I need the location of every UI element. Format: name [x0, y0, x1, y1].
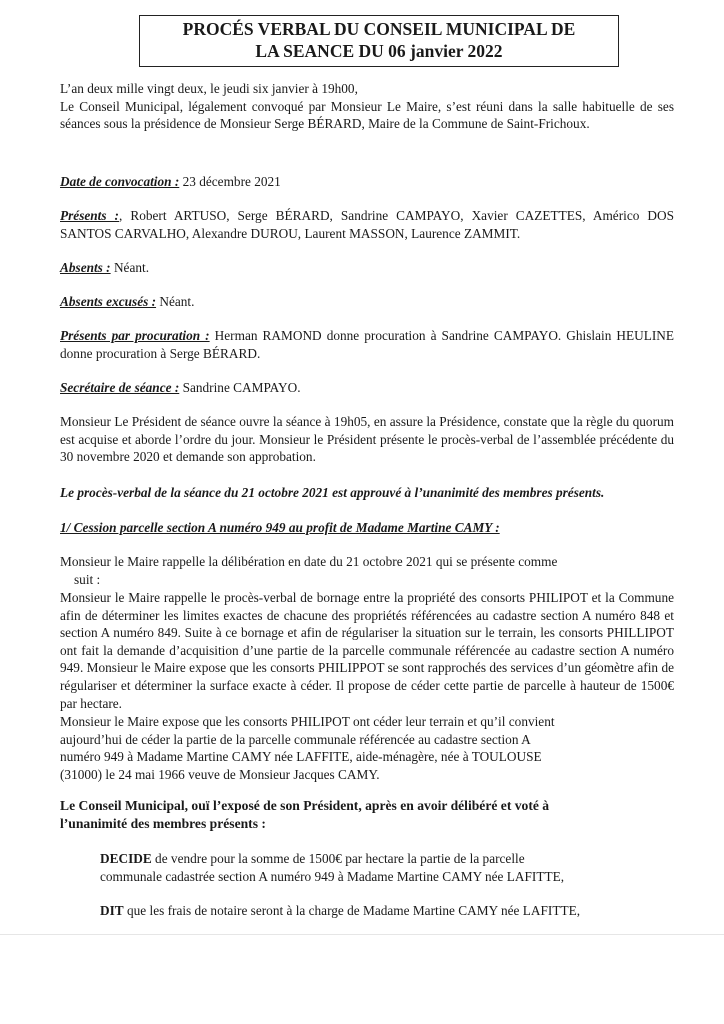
approbation-statement: Le procès-verbal de la séance du 21 octobre 2021 est approuvé à l’unanimité des membres présents. [60, 485, 605, 500]
secretaire-value: Sandrine CAMPAYO. [179, 380, 301, 395]
conseil-line-1: Le Conseil Municipal, ouï l’exposé de son Président, après en avoir délibéré et voté à [60, 798, 550, 813]
absents-excuses-value: Néant. [156, 294, 195, 309]
decide-keyword: DECIDE [100, 851, 152, 866]
intro-line-2: Le Conseil Municipal, légalement convoqué par Monsieur Le Maire, s’est réuni dans la salle habituelle de ses séances sous la présidence de Monsieur Serge BÉRARD, Maire de la Commune de Saint-Frichoux. [60, 98, 674, 132]
procuration-value: Herman RAMOND donne procuration à Sandrine CAMPAYO. Ghislain HEULINE donne procuration à Serge BÉRARD. [60, 328, 675, 361]
presents-value: , Robert ARTUSO, Serge BÉRARD, Sandrine CAMPAYO, Xavier CAZETTES, Américo DOS SANTOS CARVALHO, Alexandre DUROU, Laurent MASSON, Laurence ZAMMIT. [60, 208, 675, 241]
decide-paragraph [100, 850, 674, 885]
secretaire-paragraph [60, 379, 674, 397]
absents-value: Néant. [110, 260, 150, 275]
presents-paragraph [60, 207, 674, 242]
expose-line-2: aujourd’hui de céder la partie de la parcelle communale référencée au cadastre section A [60, 731, 531, 747]
rappel-line-2: suit : [74, 571, 101, 587]
absents-paragraph [60, 259, 674, 277]
conseil-line-2: l’unanimité des membres présents : [60, 815, 266, 831]
presents-label: Présents : [60, 208, 119, 223]
bornage-paragraph: Monsieur le Maire rappelle le procès-verbal de bornage entre la propriété des consorts PHILIPOT et la Commune afin de déterminer les limites exactes de chacune des propriétés référencées au cadastre section A numéro 848 et section A numéro 849. Suite à ce bornage et afin de régulariser la situation sur le terrain, les consorts PHILLIPOT ont fait la demande d’acquisition d’une partie de la parcelle communale référencée au cadastre section A numéro 949. Monsieur le Maire expose que les consorts PHILIPPOT se sont rapprochés des services d’un géomètre afin de régulariser et déterminer la surface exacte à céder. Il propose de céder cette partie de parcelle à hauteur de 1500€ par hectare. [60, 590, 674, 711]
rappel-line-1: Monsieur le Maire rappelle la délibération en date du 21 octobre 2021 qui se présente comme [60, 554, 558, 569]
dit-text: que les frais de notaire seront à la charge de Madame Martine CAMY née LAFITTE, [123, 903, 581, 918]
document-title [139, 15, 619, 67]
convocation-label: Date de convocation : [60, 174, 180, 189]
conseil-statement [60, 797, 674, 832]
convocation-value: 23 décembre 2021 [179, 174, 281, 189]
procuration-paragraph [60, 327, 674, 362]
title-line-1: PROCÉS VERBAL DU CONSEIL MUNICIPAL DE [182, 19, 576, 39]
expose-paragraph [60, 713, 674, 783]
ouverture-paragraph: Monsieur Le Président de séance ouvre la séance à 19h05, en assure la Présidence, constate que la règle du quorum est acquise et aborde l’ordre du jour. Monsieur le Président présente le procès-verbal de l’assemblée précédente du 30 novembre 2020 et demande son approbation. [60, 414, 674, 465]
expose-line-3: numéro 949 à Madame Martine CAMY née LAFFITE, aide-ménagère, née à TOULOUSE [60, 749, 542, 765]
dit-keyword: DIT [100, 903, 124, 918]
page-edge-divider [0, 934, 724, 935]
intro-paragraph [60, 80, 674, 133]
absents-label: Absents : [60, 260, 111, 275]
absents-excuses-label: Absents excusés : [60, 294, 157, 309]
section-1-heading: 1/ Cession parcelle section A numéro 949 au profit de Madame Martine CAMY : [60, 520, 500, 535]
decide-line-1: de vendre pour la somme de 1500€ par hectare la partie de la parcelle [151, 851, 525, 866]
convocation-paragraph [60, 173, 674, 191]
decide-line-2: communale cadastrée section A numéro 949 à Madame Martine CAMY née LAFITTE, [100, 868, 565, 884]
expose-line-1: Monsieur le Maire expose que les consorts PHILIPOT ont céder leur terrain et qu’il convient [60, 714, 555, 729]
absents-excuses-paragraph [60, 293, 674, 311]
intro-line-1: L’an deux mille vingt deux, le jeudi six janvier à 19h00, [60, 81, 358, 96]
procuration-label: Présents par procuration : [60, 328, 210, 343]
secretaire-label: Secrétaire de séance : [60, 380, 180, 395]
title-line-2: LA SEANCE DU 06 janvier 2022 [255, 41, 503, 61]
dit-paragraph [100, 902, 674, 920]
expose-line-4: (31000) le 24 mai 1966 veuve de Monsieur Jacques CAMY. [60, 766, 380, 782]
rappel-paragraph [60, 553, 674, 588]
